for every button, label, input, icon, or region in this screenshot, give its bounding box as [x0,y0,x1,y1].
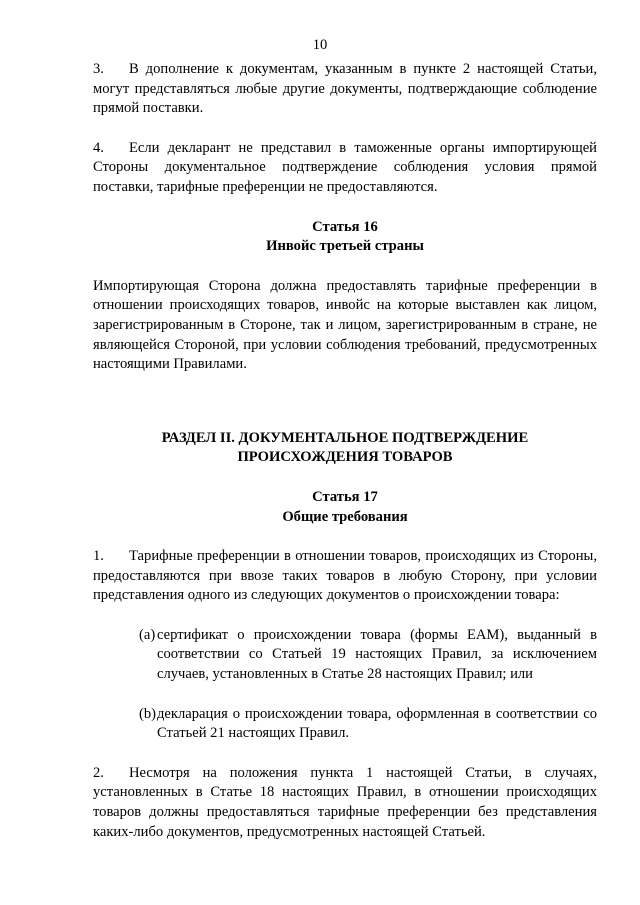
paragraph-number: 3. [93,61,104,77]
paragraph-text: Если декларант не представил в таможенные органы импортирующей Стороны документальное подтверждение соблюдения условия прямой поставки, тарифные преференции не предоставляются. [93,139,597,195]
spacer [93,257,597,277]
spacer [93,685,597,705]
list-marker: (b) [139,705,157,722]
spacer [93,527,597,547]
paragraph-number: 4. [93,139,104,156]
article-16-title: Инвойс третьей страны [266,238,424,255]
spacer [93,415,597,429]
spacer [93,375,597,395]
spacer [93,119,597,139]
list-item-a [139,626,597,685]
paragraph-4 [93,139,597,198]
page-number: 10 [312,37,328,53]
spacer [93,606,597,626]
spacer [93,198,597,218]
list-item-text: декларация о происхождении товара, оформленная в соответствии со Статьей 21 настоящих Правил. [157,705,597,742]
paragraph-text: В дополнение к документам, указанным в пункте 2 настоящей Статьи, могут представляться любые другие документы, подтверждающие соблюдение прямой поставки. [93,61,597,117]
article-17-paragraph-2 [93,764,597,842]
article-17-title: Общие требования [282,508,408,525]
list-marker: (a) [139,626,156,643]
article-17-paragraph-1 [93,547,597,606]
spacer [93,744,597,764]
paragraph-3 [93,60,597,119]
list-item-text: сертификат о происхождении товара (формы ЕАМ), выданный в соответствии со Статьей 19 настоящих Правил, за исключением случаев, установленных в Статье 28 настоящих Правил; или [157,626,597,683]
article-17-number: Статья 17 [312,488,378,505]
paragraph-number: 1. [93,548,104,565]
list-item-b [139,705,597,744]
section-2-title-line-1: РАЗДЕЛ II. ДОКУМЕНТАЛЬНОЕ ПОДТВЕРЖДЕНИЕ [161,429,529,446]
section-2-title-line-2: ПРОИСХОЖДЕНИЯ ТОВАРОВ [237,449,453,466]
paragraph-text: Тарифные преференции в отношении товаров, происходящих из Стороны, предоставляются при ввозе таких товаров в любую Сторону, при условии представления одного из следующих документов о происхождении товара: [93,548,597,604]
article-16-number: Статья 16 [312,218,378,235]
page-content [93,60,597,842]
spacer [93,468,597,488]
paragraph-number: 2. [93,764,104,781]
paragraph-text: Несмотря на положения пункта 1 настоящей Статьи, в случаях, установленных в Статье 18 настоящих Правил, в отношении происходящих товаров должны предоставляться тарифные преференции без представления каких-либо документов, предусмотренных настоящей Статьей. [93,764,597,840]
article-16-text: Импортирующая Сторона должна предоставлять тарифные преференции в отношении происходящих товаров, инвойс на которые выставлен как лицом, зарегистрированным в Стороне, так и лицом, зарегистрированным в стране, не являющейся Стороной, при условии соблюдения требований, предусмотренных настоящими Правилами. [93,277,597,373]
spacer [93,395,597,415]
